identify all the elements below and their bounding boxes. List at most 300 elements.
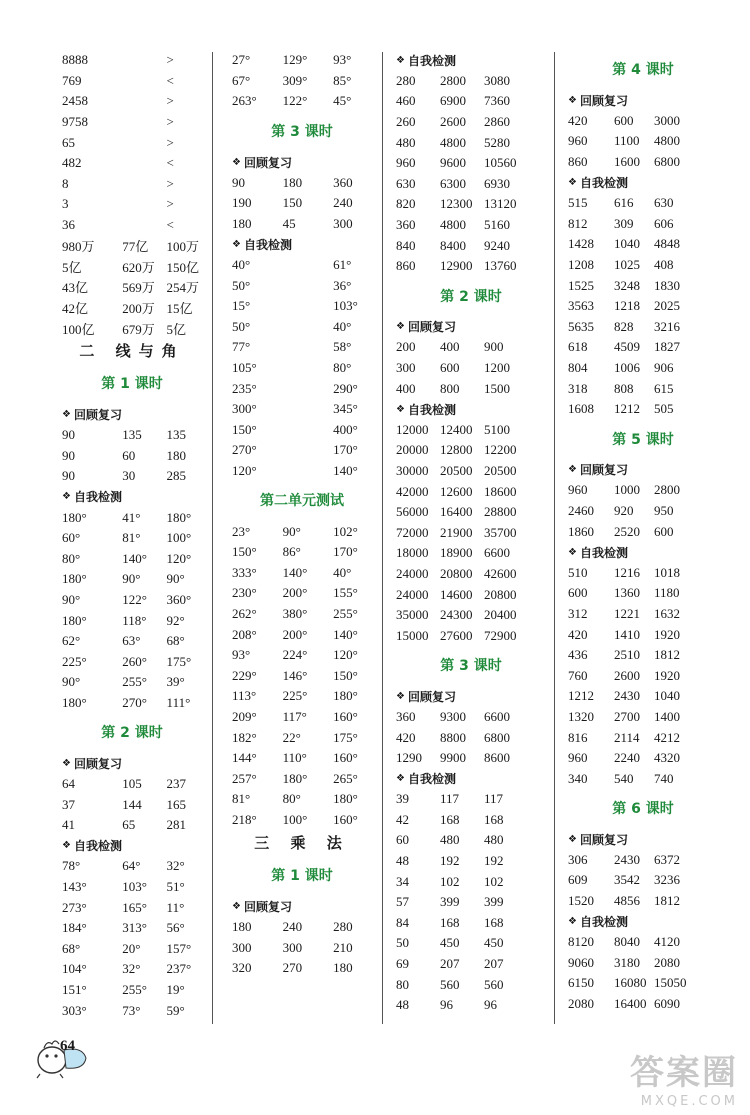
answer-row — [232, 440, 372, 461]
answer-row — [62, 297, 202, 318]
answer-row — [568, 870, 718, 891]
answer-cell: 65 — [122, 817, 136, 833]
answer-cell: 606 — [654, 215, 674, 231]
answer-cell: 3248 — [614, 277, 640, 293]
answer-cell: 42600 — [484, 565, 517, 581]
answer-cell: 63° — [122, 633, 141, 649]
answer-cell: 1812 — [654, 893, 680, 909]
answer-row — [232, 937, 372, 958]
answer-cell: 168 — [484, 914, 504, 930]
answer-cell: 900 — [484, 339, 504, 355]
answer-row — [568, 850, 718, 871]
answer-column-2 — [232, 50, 372, 979]
answer-cell: 102 — [440, 873, 460, 889]
answer-row — [62, 71, 202, 92]
answer-cell: 117° — [282, 708, 307, 724]
section-label — [568, 911, 718, 932]
section-label-text: 自我检测 — [243, 237, 292, 252]
answer-row — [396, 215, 546, 236]
answer-cell: 135 — [166, 427, 187, 443]
answer-row — [232, 665, 372, 686]
answer-row — [396, 502, 546, 523]
answer-row — [62, 672, 202, 693]
answer-cell: 6930 — [484, 175, 510, 191]
answer-cell: 2520 — [614, 523, 640, 539]
answer-cell: 1200 — [484, 360, 510, 376]
answer-cell: 168 — [440, 914, 460, 930]
answer-cell: 4856 — [614, 893, 640, 909]
answer-cell: 210 — [333, 939, 353, 955]
answer-cell: 3180 — [614, 954, 640, 970]
answer-row — [568, 358, 718, 379]
answer-row — [396, 132, 546, 153]
answer-cell: 129° — [282, 52, 308, 68]
answer-cell: 72900 — [484, 627, 517, 643]
answer-cell: 300 — [232, 939, 252, 955]
answer-cell: > — [166, 175, 174, 191]
answer-cell: 207 — [484, 956, 504, 972]
answer-cell: 860 — [396, 258, 416, 274]
section-label — [396, 686, 546, 707]
answer-cell: 312 — [568, 605, 588, 621]
answer-row — [232, 917, 372, 938]
answer-cell: 1360 — [614, 585, 640, 601]
answer-cell: 37 — [62, 796, 75, 812]
answer-cell: 229° — [232, 667, 257, 683]
answer-row — [568, 214, 718, 235]
answer-cell: 505 — [654, 401, 674, 417]
answer-cell: 20000 — [396, 442, 429, 458]
answer-row — [396, 830, 546, 851]
answer-cell: 20800 — [484, 586, 517, 602]
answer-cell: 218° — [232, 811, 257, 827]
diamond-icon: ❖ — [568, 177, 577, 189]
answer-cell: 100° — [282, 811, 308, 827]
answer-cell: 22° — [282, 729, 301, 745]
answer-cell: > — [166, 114, 174, 130]
answer-cell: 950 — [654, 502, 674, 518]
answer-cell: 285 — [166, 468, 187, 484]
answer-cell: 16080 — [614, 975, 647, 991]
answer-row — [568, 973, 718, 994]
answer-cell: 3216 — [654, 318, 680, 334]
diamond-icon: ❖ — [396, 773, 405, 785]
answer-cell: 48 — [396, 853, 409, 869]
answer-row — [568, 521, 718, 542]
answer-cell: 8800 — [440, 729, 466, 745]
answer-cell: 180° — [62, 612, 87, 628]
answer-row — [62, 50, 202, 71]
answer-cell: 19° — [166, 982, 185, 998]
answer-row — [232, 583, 372, 604]
answer-row — [396, 584, 546, 605]
answer-cell: 151° — [62, 982, 87, 998]
answer-row — [396, 707, 546, 728]
answer-row — [232, 604, 372, 625]
answer-row — [396, 378, 546, 399]
answer-cell: 540 — [614, 770, 634, 786]
answer-cell: 180 — [232, 919, 252, 935]
answer-cell: 237 — [166, 776, 187, 792]
answer-cell: 4800 — [654, 133, 680, 149]
section-label-text: 自我检测 — [579, 915, 628, 930]
answer-cell: 157° — [166, 940, 192, 956]
section-label — [396, 399, 546, 420]
answer-cell: 68° — [62, 940, 81, 956]
answer-cell: 1208 — [568, 257, 594, 273]
section-label-text: 自我检测 — [73, 490, 122, 505]
answer-cell: 60° — [62, 530, 81, 546]
answer-cell: 105 — [122, 776, 142, 792]
answer-cell: 225° — [62, 653, 87, 669]
answer-row — [396, 727, 546, 748]
answer-row — [568, 111, 718, 132]
answer-cell: 72000 — [396, 524, 429, 540]
answer-cell: 15000 — [396, 627, 429, 643]
answer-row — [62, 132, 202, 153]
answer-cell: 960 — [568, 482, 588, 498]
answer-cell: 9060 — [568, 954, 594, 970]
answer-row — [568, 378, 718, 399]
answer-row — [568, 234, 718, 255]
lesson-heading: 第 3 课时 — [271, 123, 333, 140]
section-label-text: 回顾复习 — [407, 320, 456, 335]
answer-cell: 140° — [333, 462, 358, 478]
answer-cell: 6300 — [440, 175, 466, 191]
answer-row — [396, 810, 546, 831]
answer-cell: 30000 — [396, 462, 429, 478]
answer-cell: 237° — [166, 961, 192, 977]
answer-cell: 906 — [654, 360, 674, 376]
answer-row — [232, 958, 372, 979]
answer-cell: 57 — [396, 894, 409, 910]
section-label-text: 回顾复习 — [73, 408, 122, 423]
answer-cell: 150° — [232, 421, 257, 437]
answer-cell: 560 — [440, 976, 460, 992]
answer-row — [62, 651, 202, 672]
answer-cell: 81° — [232, 791, 251, 807]
answer-cell: 1018 — [654, 564, 680, 580]
answer-cell: 1218 — [614, 298, 640, 314]
answer-row — [232, 562, 372, 583]
answer-row — [62, 466, 202, 487]
lesson-heading: 第 2 课时 — [101, 725, 163, 742]
answer-cell: 3080 — [484, 72, 510, 88]
answer-cell: 620万 — [122, 259, 155, 275]
answer-cell: 333° — [232, 564, 257, 580]
answer-row — [396, 256, 546, 277]
answer-cell: < — [166, 217, 174, 233]
answer-cell: 235° — [232, 380, 257, 396]
answer-cell: 103° — [122, 879, 147, 895]
answer-cell: 209° — [232, 708, 257, 724]
answer-cell: 200° — [282, 626, 308, 642]
answer-cell: 1212 — [568, 688, 594, 704]
answer-row — [232, 624, 372, 645]
answer-cell: 180 — [333, 960, 353, 976]
answer-cell: 1000 — [614, 482, 640, 498]
answer-cell: 6600 — [484, 545, 510, 561]
answer-row — [232, 727, 372, 748]
answer-cell: 6372 — [654, 851, 680, 867]
answer-cell: 804 — [568, 360, 588, 376]
answer-row — [396, 748, 546, 769]
answer-cell: 168 — [440, 811, 460, 827]
answer-cell: 280 — [333, 919, 353, 935]
section-label — [62, 753, 202, 774]
answer-cell: 600 — [654, 523, 674, 539]
answer-cell: 8600 — [484, 750, 510, 766]
answer-cell: 436 — [568, 647, 588, 663]
section-label-text: 自我检测 — [407, 772, 456, 787]
answer-cell: 59° — [166, 1002, 185, 1018]
answer-cell: 1500 — [484, 380, 510, 396]
answer-cell: 160° — [333, 708, 358, 724]
answer-row — [396, 358, 546, 379]
answer-cell: 56° — [166, 920, 185, 936]
answer-cell: 170° — [333, 544, 358, 560]
column-divider-2 — [382, 52, 383, 1024]
answer-cell: 408 — [654, 257, 674, 273]
answer-cell: < — [166, 155, 174, 171]
answer-cell: 180° — [166, 509, 192, 525]
answer-cell: 78° — [62, 858, 81, 874]
answer-row — [396, 481, 546, 502]
answer-cell: 240 — [333, 195, 353, 211]
answer-cell: 90° — [282, 523, 301, 539]
answer-cell: 42000 — [396, 483, 429, 499]
answer-cell: 760 — [568, 667, 588, 683]
answer-row — [62, 91, 202, 112]
answer-cell: < — [166, 72, 174, 88]
section-label — [568, 542, 718, 563]
answer-row — [62, 153, 202, 174]
answer-cell: 420 — [568, 112, 588, 128]
answer-row — [568, 583, 718, 604]
answer-cell: 260° — [122, 653, 147, 669]
answer-cell: 51° — [166, 879, 185, 895]
answer-cell: 21900 — [440, 524, 473, 540]
answer-cell: 58° — [333, 339, 352, 355]
answer-cell: 144° — [232, 750, 257, 766]
answer-cell: 102 — [484, 873, 504, 889]
answer-cell: 360 — [396, 217, 416, 233]
answer-cell: 180° — [333, 791, 358, 807]
answer-row — [568, 748, 718, 769]
section-label — [396, 768, 546, 789]
answer-cell: 1812 — [654, 647, 680, 663]
answer-row — [396, 440, 546, 461]
answer-cell: 40° — [232, 257, 251, 273]
answer-cell: 960 — [568, 133, 588, 149]
answer-row — [568, 707, 718, 728]
lesson-heading: 第 6 课时 — [612, 801, 674, 817]
answer-cell: 23° — [232, 523, 251, 539]
answer-cell: 345° — [333, 401, 358, 417]
answer-cell: 2458 — [62, 93, 88, 109]
answer-cell: 92° — [166, 612, 185, 628]
answer-cell: 399 — [440, 894, 460, 910]
answer-row — [232, 645, 372, 666]
answer-cell: 1221 — [614, 605, 640, 621]
answer-cell: 180 — [166, 447, 187, 463]
answer-row — [568, 932, 718, 953]
answer-cell: 313° — [122, 920, 147, 936]
answer-cell: 8120 — [568, 934, 594, 950]
answer-row — [62, 590, 202, 611]
answer-cell: 450 — [484, 935, 504, 951]
answer-row — [62, 112, 202, 133]
answer-cell: 8888 — [62, 52, 88, 68]
diamond-icon: ❖ — [568, 916, 577, 928]
lesson-heading: 第 1 课时 — [271, 868, 333, 885]
answer-cell: 300 — [282, 939, 303, 955]
answer-cell: 32° — [122, 961, 141, 977]
diamond-icon: ❖ — [396, 321, 405, 333]
diamond-icon: ❖ — [568, 546, 577, 558]
answer-cell: 300 — [396, 360, 416, 376]
answer-cell: 630 — [396, 175, 416, 191]
section-label-text: 回顾复习 — [243, 155, 292, 170]
answer-cell: 208° — [232, 626, 257, 642]
answer-row — [396, 913, 546, 934]
answer-cell: 255° — [122, 674, 147, 690]
answer-cell: 192 — [484, 853, 504, 869]
section-label — [396, 50, 546, 71]
answer-cell: 450 — [440, 935, 460, 951]
answer-cell: > — [166, 52, 174, 68]
answer-cell: 64 — [62, 776, 75, 792]
answer-row — [232, 420, 372, 441]
answer-row — [62, 277, 202, 298]
answer-cell: 100° — [166, 530, 192, 546]
answer-row — [62, 235, 202, 256]
answer-cell: > — [166, 196, 174, 212]
answer-cell: 90° — [62, 674, 81, 690]
answer-cell: 281 — [166, 817, 187, 833]
answer-cell: 110° — [282, 750, 307, 766]
answer-cell: 360° — [166, 591, 192, 607]
answer-cell: 50° — [232, 318, 251, 334]
answer-cell: 120° — [232, 462, 257, 478]
answer-cell: 1428 — [568, 236, 594, 252]
answer-cell: 90° — [122, 571, 141, 587]
answer-row — [396, 974, 546, 995]
answer-cell: 200万 — [122, 300, 155, 316]
answer-row — [568, 193, 718, 214]
answer-cell: 679万 — [122, 321, 155, 337]
answer-row — [232, 275, 372, 296]
answer-cell: 262° — [232, 605, 257, 621]
answer-row — [62, 774, 202, 795]
answer-cell: 840 — [396, 237, 416, 253]
answer-cell: 35000 — [396, 607, 429, 623]
answer-cell: 34 — [396, 873, 409, 889]
answer-row — [232, 317, 372, 338]
answer-row — [396, 153, 546, 174]
answer-cell: 1525 — [568, 277, 594, 293]
answer-cell: 20° — [122, 940, 141, 956]
answer-row — [62, 939, 202, 960]
answer-cell: 9240 — [484, 237, 510, 253]
answer-cell: 7360 — [484, 93, 510, 109]
answer-cell: 309° — [282, 72, 308, 88]
column-divider-3 — [554, 52, 555, 1024]
answer-cell: 270° — [232, 442, 257, 458]
answer-cell: 12600 — [440, 483, 473, 499]
answer-cell: 2240 — [614, 750, 640, 766]
answer-cell: 60 — [122, 447, 136, 463]
watermark-sub: MXQE.COM — [640, 1094, 738, 1109]
answer-cell: 4320 — [654, 750, 680, 766]
unit-title: 三 乘 法 — [254, 834, 350, 853]
answer-cell: 207 — [440, 956, 460, 972]
section-label-text: 回顾复习 — [579, 463, 628, 478]
answer-cell: 60 — [396, 832, 409, 848]
answer-cell: 6800 — [484, 729, 510, 745]
section-label — [568, 829, 718, 850]
answer-row — [396, 871, 546, 892]
answer-cell: 117 — [484, 791, 504, 807]
answer-row — [62, 815, 202, 836]
answer-cell: 122° — [122, 591, 147, 607]
answer-cell: 45 — [282, 215, 296, 231]
answer-cell: 12000 — [396, 421, 429, 437]
answer-cell: 6090 — [654, 996, 680, 1012]
diamond-icon: ❖ — [568, 94, 577, 106]
answer-cell: 20500 — [484, 462, 517, 478]
answer-row — [396, 71, 546, 92]
section-label — [62, 404, 202, 425]
answer-cell: 1040 — [614, 236, 640, 252]
answer-cell: 4800 — [440, 217, 466, 233]
answer-cell: 64° — [122, 858, 141, 874]
answer-cell: 150° — [232, 544, 257, 560]
answer-cell: 24000 — [396, 586, 429, 602]
page-number-badge — [30, 1030, 90, 1080]
answer-cell: 39 — [396, 791, 409, 807]
answer-cell: 615 — [654, 380, 674, 396]
answer-cell: 20400 — [484, 607, 517, 623]
lesson-heading: 第二单元测试 — [260, 493, 344, 510]
answer-row — [568, 665, 718, 686]
answer-cell: 630 — [654, 195, 674, 211]
answer-cell: 80° — [333, 360, 352, 376]
answer-cell: 482 — [62, 155, 82, 171]
answer-cell: 96 — [440, 997, 453, 1013]
answer-cell: 300 — [333, 215, 353, 231]
answer-column-1 — [62, 50, 202, 1021]
answer-cell: 5亿 — [62, 259, 82, 275]
answer-row — [396, 194, 546, 215]
answer-cell: 93° — [232, 647, 251, 663]
answer-row — [62, 446, 202, 467]
answer-cell: 32° — [166, 858, 185, 874]
answer-row — [62, 794, 202, 815]
answer-cell: 808 — [614, 380, 634, 396]
section-label-text: 回顾复习 — [243, 899, 292, 914]
answer-cell: 42 — [396, 811, 409, 827]
answer-cell: 80° — [282, 791, 301, 807]
answer-row — [396, 112, 546, 133]
answer-cell: 1025 — [614, 257, 640, 273]
answer-cell: 273° — [62, 899, 87, 915]
section-label-text: 自我检测 — [579, 176, 628, 191]
answer-cell: 120° — [166, 550, 192, 566]
answer-cell: 140° — [122, 550, 147, 566]
answer-cell: 318 — [568, 380, 588, 396]
answer-cell: 24300 — [440, 607, 473, 623]
